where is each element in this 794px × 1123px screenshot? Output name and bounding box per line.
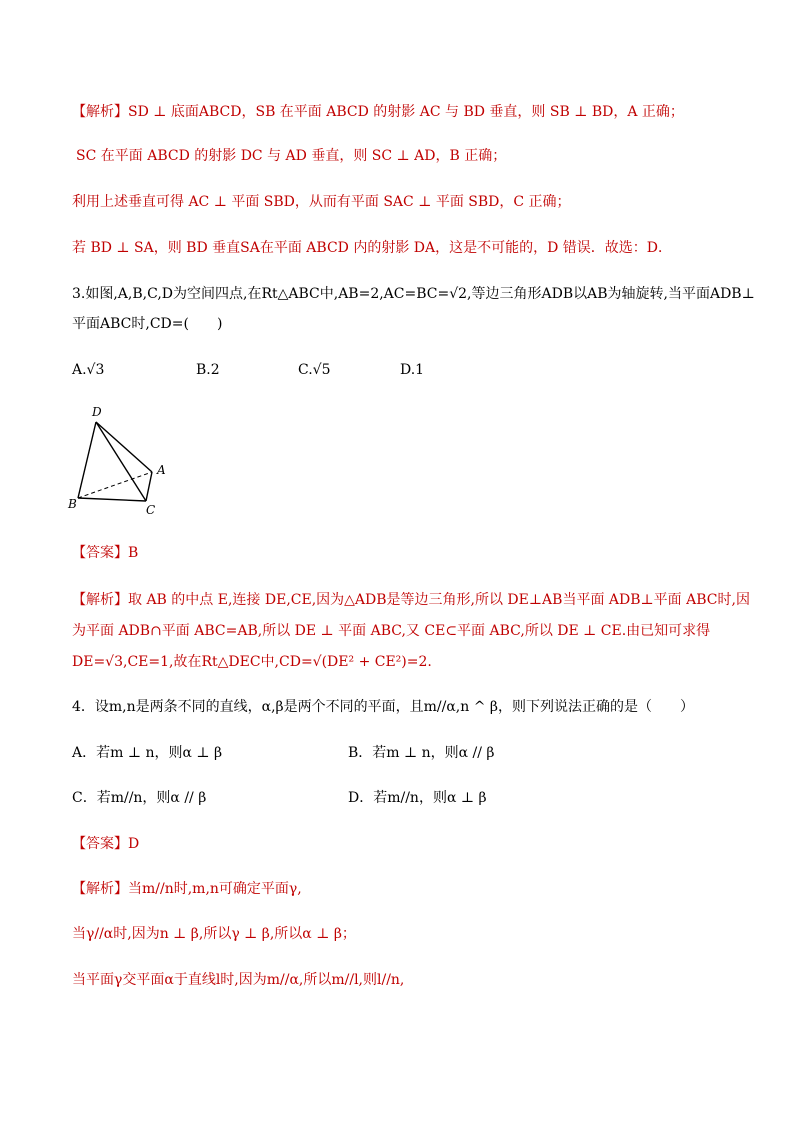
q3-analysis-line1 (72, 590, 750, 610)
edge-dc (96, 422, 146, 501)
answer-tag: 【答案】 (72, 545, 128, 561)
analysis-tag: 【解析】 (72, 104, 128, 120)
q4-analysis-line3: 当平面γ交平面α于直线l时,因为m//α,所以m//l,则l//n, (72, 972, 405, 988)
label-c: C (146, 503, 156, 517)
q3-stem-line1: 3.如图,A,B,C,D为空间四点,在Rt△ABC中,AB=2,AC=BC=√2,等边三角形ADB以AB为轴旋转,当平面ADB⊥ (72, 286, 755, 302)
analysis-q2-line2: SC 在平面 ABCD 的射影 DC 与 AD 垂直，则 SC ⊥ AD，B 正确； (76, 148, 507, 164)
answer-value: D (128, 836, 140, 852)
analysis-tag: 【解析】 (72, 881, 128, 897)
q4-option-a: A．若m ⊥ n，则α ⊥ β (72, 745, 223, 761)
analysis-q2-line3: 利用上述垂直可得 AC ⊥ 平面 SBD，从而有平面 SAC ⊥ 平面 SBD，C 正确； (72, 194, 571, 210)
q3-option-b: B.2 (196, 362, 220, 378)
q3-answer (72, 543, 734, 563)
q3-stem-line2: 平面ABC时,CD=( ) (72, 316, 223, 332)
q3-option-a: A.√3 (72, 362, 105, 378)
q3-option-d: D.1 (400, 362, 425, 378)
q4-option-b: B．若m ⊥ n，则α // β (348, 745, 495, 761)
label-b: B (68, 497, 77, 511)
answer-value: B (128, 545, 139, 561)
edge-ca (146, 472, 152, 501)
q3-analysis-line2: 为平面 ADB∩平面 ABC=AB,所以 DE ⊥ 平面 ABC,又 CE⊂平面 ABC,所以 DE ⊥ CE.由已知可求得 (72, 623, 711, 639)
edge-db (78, 422, 96, 498)
analysis-text: SD ⊥ 底面ABCD，SB 在平面 ABCD 的射影 AC 与 BD 垂直，则 SB ⊥ BD，A 正确； (128, 104, 684, 120)
analysis-text: 当m//n时,m,n可确定平面γ, (128, 881, 302, 897)
q4-stem: 4．设m,n是两条不同的直线，α,β是两个不同的平面，且m//α,n ^ β，则下列说法正确的是（ ） (72, 699, 694, 715)
label-d: D (92, 405, 102, 419)
tetrahedron-figure (62, 400, 182, 518)
q4-analysis-line1 (72, 879, 734, 899)
edge-bc (78, 498, 146, 501)
analysis-text: 取 AB 的中点 E,连接 DE,CE,因为△ADB是等边三角形,所以 DE⊥AB当平面 ADB⊥平面 ABC时,因 (128, 592, 750, 608)
q3-option-c: C.√5 (298, 362, 331, 378)
q3-analysis-line3: DE=√3,CE=1,故在Rt△DEC中,CD=√(DE² + CE²)=2. (72, 654, 432, 670)
analysis-q2-line4: 若 BD ⊥ SA，则 BD 垂直SA在平面 ABCD 内的射影 DA，这是不可能的，D 错误．故选：D． (72, 240, 673, 256)
answer-tag: 【答案】 (72, 836, 128, 852)
label-a: A (157, 463, 166, 477)
analysis-tag: 【解析】 (72, 592, 128, 608)
q4-option-c: C．若m//n，则α // β (72, 790, 207, 806)
q4-answer (72, 834, 734, 854)
analysis-q2-line1 (72, 102, 734, 122)
edge-da (96, 422, 152, 472)
q4-analysis-line2: 当γ//α时,因为n ⊥ β,所以γ ⊥ β,所以α ⊥ β； (72, 926, 356, 942)
q4-option-d: D．若m//n，则α ⊥ β (348, 790, 487, 806)
